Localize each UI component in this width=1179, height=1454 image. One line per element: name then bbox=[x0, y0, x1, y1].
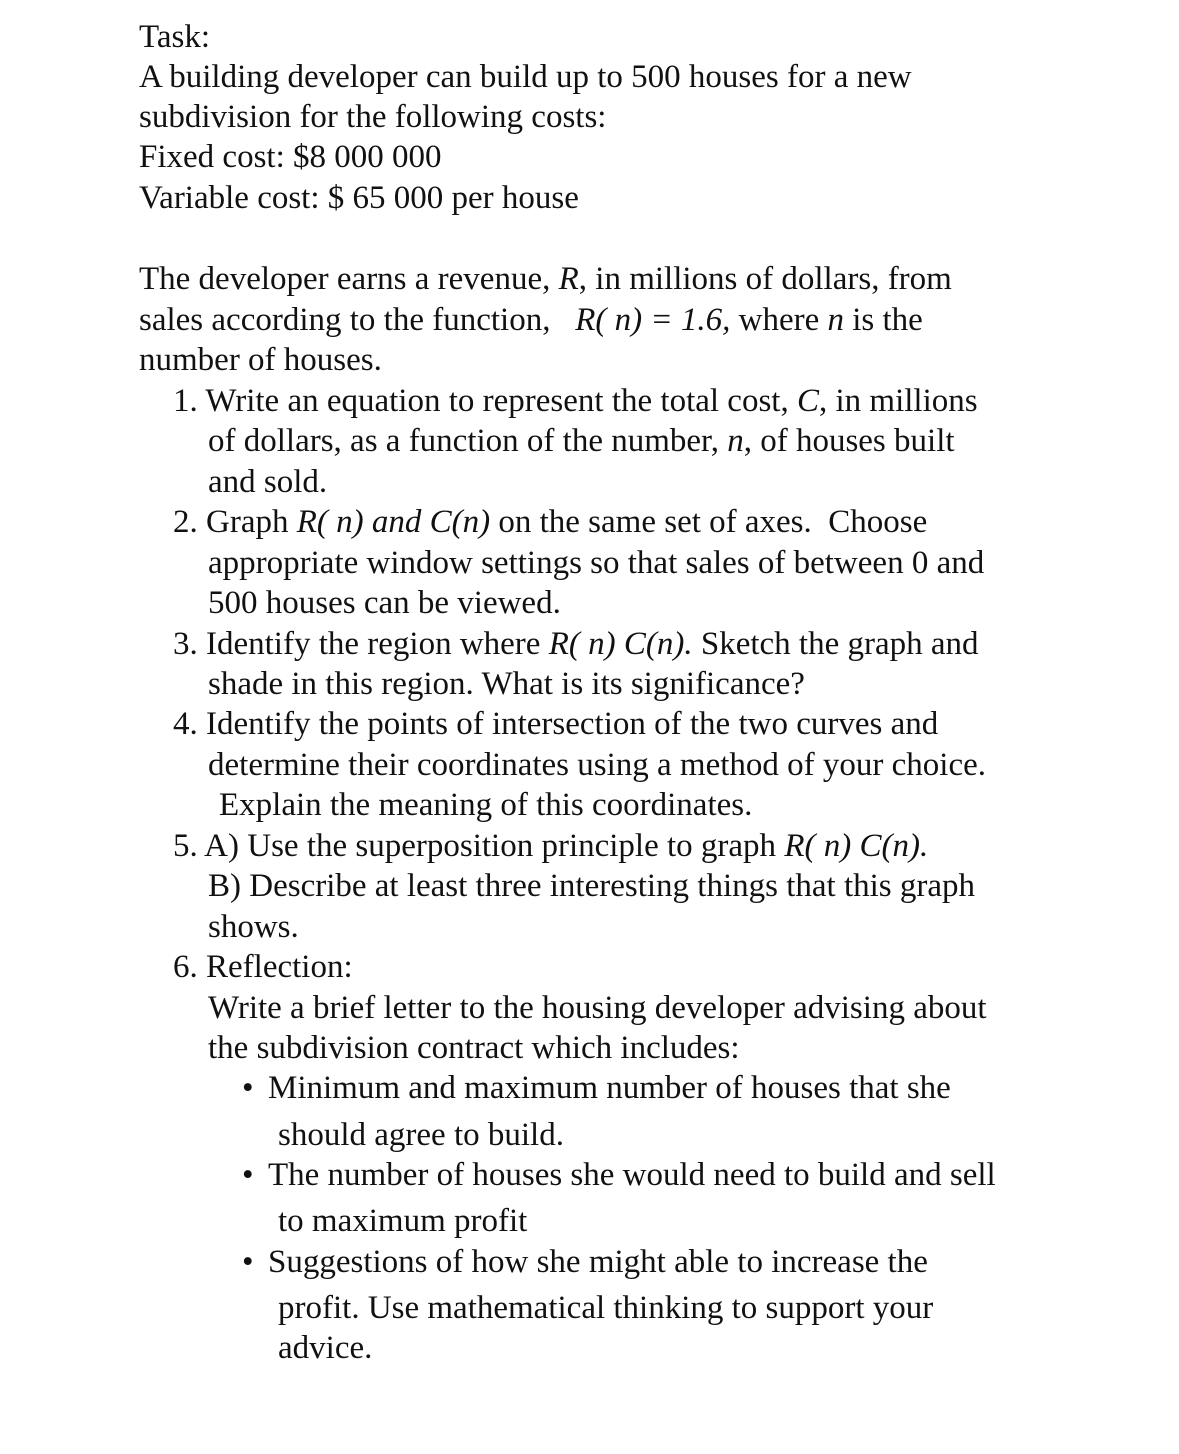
revenue-variable-r: R bbox=[558, 261, 579, 297]
revenue-text-end: , in millions of dollars, from bbox=[578, 261, 952, 297]
bullet-3-line-2: profit. Use mathematical thinking to support your bbox=[278, 1290, 934, 1326]
revenue-text: The developer earns a revenue, bbox=[139, 261, 559, 297]
question-6-number: 6. bbox=[173, 949, 198, 985]
bullet-dot-icon: • bbox=[242, 1157, 254, 1193]
fixed-cost: Fixed cost: $8 000 000 bbox=[139, 139, 442, 175]
bullet-item bbox=[242, 1155, 996, 1195]
question-3-number: 3. bbox=[173, 626, 198, 662]
bullet-1-line-1: Minimum and maximum number of houses that she bbox=[268, 1070, 951, 1106]
question-5-line-1 bbox=[173, 826, 928, 866]
question-5-formula: R( n) C(n). bbox=[784, 828, 929, 864]
revenue-text-start: sales according to the function, bbox=[139, 302, 576, 338]
revenue-variable-n: n bbox=[827, 302, 844, 338]
bullet-item bbox=[242, 1242, 928, 1282]
question-6-line-2: Write a brief letter to the housing developer advising about bbox=[208, 990, 987, 1026]
question-1-variable-n: n bbox=[727, 423, 744, 459]
question-3-text-end: Sketch the graph and bbox=[692, 626, 979, 662]
question-1-number: 1. bbox=[173, 383, 198, 419]
question-2-number: 2. bbox=[173, 504, 198, 540]
bullet-2-line-1: The number of houses she would need to build and sell bbox=[268, 1157, 996, 1193]
revenue-line-2 bbox=[139, 300, 923, 340]
bullet-2-line-2: to maximum profit bbox=[278, 1203, 528, 1239]
question-2-line-2: appropriate window settings so that sales of between 0 and bbox=[208, 545, 985, 581]
variable-cost: Variable cost: $ 65 000 per house bbox=[139, 180, 579, 216]
question-3-text: Identify the region where bbox=[197, 626, 549, 662]
question-2-text-end: on the same set of axes. Choose bbox=[490, 504, 928, 540]
question-3-formula: R( n) C(n). bbox=[548, 626, 693, 662]
revenue-text-mid: where bbox=[730, 302, 828, 338]
question-1-line-2 bbox=[208, 421, 955, 461]
revenue-formula: R( n) = 1.6, bbox=[575, 302, 731, 338]
intro-line-2: subdivision for the following costs: bbox=[139, 99, 607, 135]
question-1-text-2-end: , of houses built bbox=[743, 423, 955, 459]
question-1-text: Write an equation to represent the total cost, bbox=[197, 383, 797, 419]
bullet-3-line-3: advice. bbox=[278, 1330, 373, 1366]
question-1-text-2: of dollars, as a function of the number, bbox=[208, 423, 728, 459]
bullet-1-line-2: should agree to build. bbox=[278, 1117, 564, 1153]
question-4-text: Identify the points of intersection of the two curves and bbox=[197, 706, 939, 742]
question-4-line-3: Explain the meaning of this coordinates. bbox=[219, 787, 753, 823]
revenue-line-3: number of houses. bbox=[139, 342, 382, 378]
question-2-text: Graph bbox=[197, 504, 297, 540]
question-6-text: Reflection: bbox=[197, 949, 353, 985]
question-4-line-2: determine their coordinates using a method of your choice. bbox=[208, 747, 986, 783]
revenue-line-1 bbox=[139, 259, 952, 299]
question-6-line-1 bbox=[173, 947, 353, 987]
question-4-number: 4. bbox=[173, 706, 198, 742]
question-5-number: 5. bbox=[173, 828, 198, 864]
question-1-text-end: , in millions bbox=[818, 383, 978, 419]
question-3-line-2: shade in this region. What is its significance? bbox=[208, 666, 805, 702]
question-5-line-3: shows. bbox=[208, 909, 299, 945]
bullet-item bbox=[242, 1068, 951, 1108]
question-1-line-3: and sold. bbox=[208, 464, 328, 500]
question-2-line-1 bbox=[173, 502, 927, 542]
bullet-3-line-1: Suggestions of how she might able to increase the bbox=[268, 1244, 928, 1280]
question-2-formula: R( n) and C(n) bbox=[296, 504, 491, 540]
question-3-line-1 bbox=[173, 624, 979, 664]
bullet-dot-icon: • bbox=[242, 1070, 254, 1106]
question-5-text: A) Use the superposition principle to graph bbox=[197, 828, 785, 864]
question-6-line-3: the subdivision contract which includes: bbox=[208, 1030, 740, 1066]
question-2-line-3: 500 houses can be viewed. bbox=[208, 585, 561, 621]
revenue-text-end-2: is the bbox=[843, 302, 923, 338]
question-1-variable-c: C bbox=[796, 383, 819, 419]
task-label: Task: bbox=[139, 19, 211, 55]
question-5-line-2: B) Describe at least three interesting things that this graph bbox=[208, 868, 976, 904]
intro-line-1: A building developer can build up to 500 houses for a new bbox=[139, 59, 912, 95]
bullet-dot-icon: • bbox=[242, 1244, 254, 1280]
question-4-line-1 bbox=[173, 704, 938, 744]
question-1-line-1 bbox=[173, 381, 978, 421]
